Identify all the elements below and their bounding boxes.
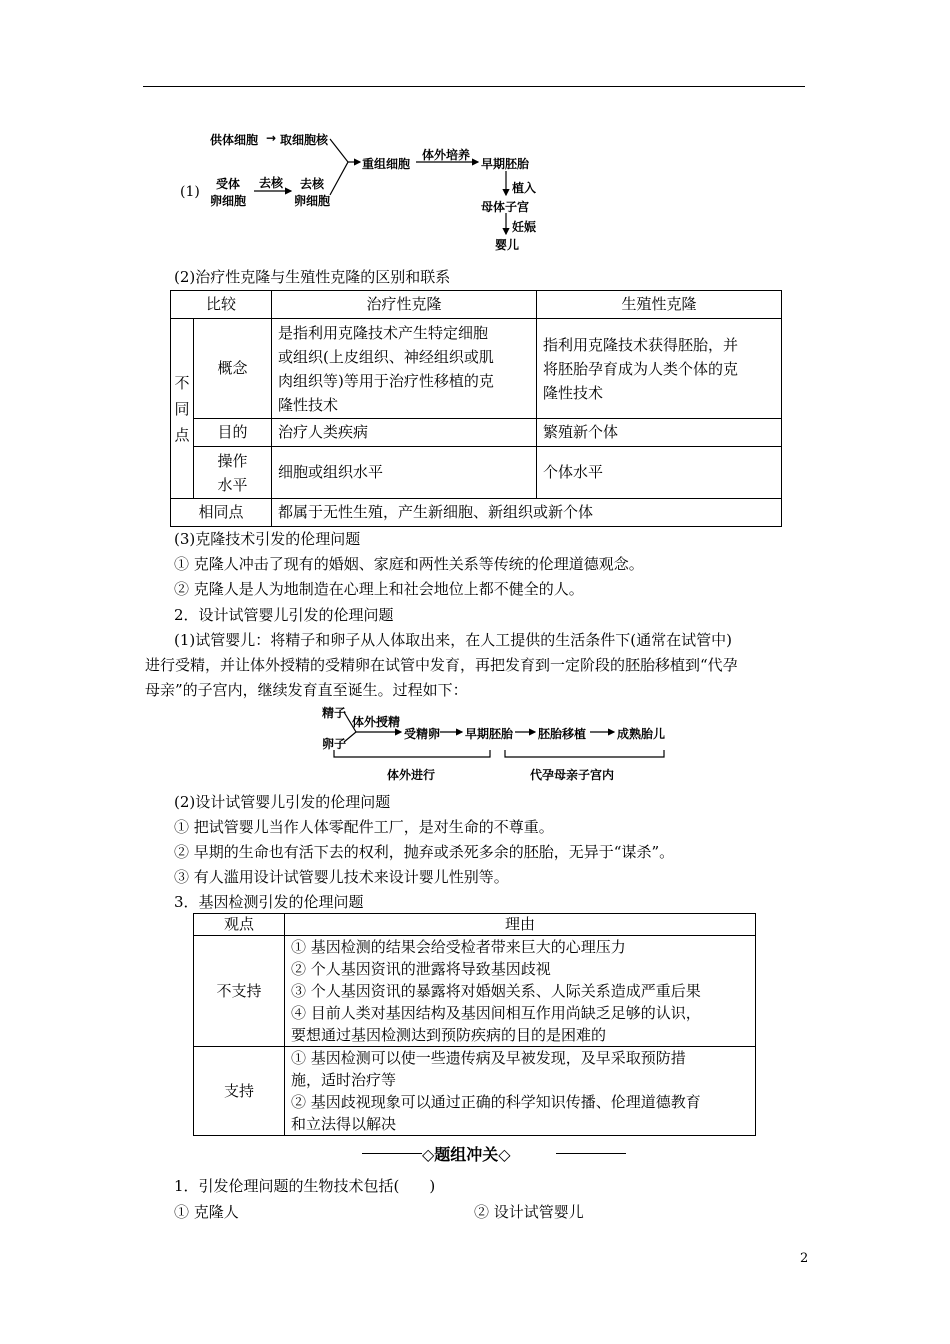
take-nucleus-label: 取细胞核 bbox=[280, 133, 329, 147]
sec3-item-1: ① 克隆人冲击了现有的婚姻、家庭和两性关系等传统的伦理道德观念。 bbox=[174, 555, 644, 573]
early-embryo-label: 早期胚胎 bbox=[465, 727, 514, 741]
level-reproductive: 个体水平 bbox=[537, 447, 782, 499]
reason-line: ② 个人基因资讯的泄露将导致基因歧视 bbox=[291, 960, 551, 978]
surrogate-label: 代孕母亲子宫内 bbox=[530, 768, 615, 782]
reason-line: ③ 个人基因资讯的暴露将对婚姻关系、人际关系造成严重后果 bbox=[291, 982, 701, 1000]
reconstructed-cell-label: 重组细胞 bbox=[362, 157, 411, 171]
donor-cell-label: 供体细胞 bbox=[210, 133, 259, 147]
purpose-therapeutic: 治疗人类疾病 bbox=[272, 419, 537, 447]
implant-label: 植入 bbox=[512, 181, 537, 195]
sperm-label: 精子 bbox=[322, 706, 347, 720]
reason-line: 要想通过基因检测达到预防疾病的目的是困难的 bbox=[291, 1026, 607, 1044]
arrow: → bbox=[266, 131, 277, 145]
diff-char-2: 同 bbox=[174, 399, 190, 418]
diagram-number: (1) bbox=[180, 184, 200, 200]
section-banner: ◇题组冲关◇ bbox=[422, 1145, 511, 1164]
diff-char-3: 点 bbox=[174, 425, 190, 444]
in-vitro-culture-label: 体外培养 bbox=[422, 148, 471, 162]
para-1-line-1: (1)试管婴儿：将精子和卵子从人体取出来，在人工提供的生活条件下(通常在试管中) bbox=[174, 631, 732, 649]
egg-label: 卵子 bbox=[322, 737, 347, 751]
against-label: 不支持 bbox=[194, 936, 285, 1047]
banner-rule-right bbox=[556, 1153, 626, 1154]
page-number: 2 bbox=[800, 1251, 809, 1266]
banner-rule-left bbox=[362, 1153, 422, 1154]
para-1-line-3: 母亲”的子宫内，继续发育直至诞生。过程如下： bbox=[145, 681, 468, 699]
mature-fetus-label: 成熟胎儿 bbox=[617, 727, 666, 741]
para-1-line-2: 进行受精，并让体外授精的受精卵在试管中发育，再把发育到一定阶段的胚胎移植到“代孕 bbox=[145, 656, 738, 674]
para-2-item-3: ③ 有人滥用设计试管婴儿技术来设计婴儿性别等。 bbox=[174, 868, 509, 886]
concept-r-line: 隆性技术 bbox=[543, 383, 604, 402]
reason-line: ④ 目前人类对基因结构及基因间相互作用尚缺乏足够的认识， bbox=[291, 1004, 701, 1022]
heading-2: 2．设计试管婴儿引发的伦理问题 bbox=[174, 606, 394, 624]
pregnancy-label: 妊娠 bbox=[512, 220, 537, 234]
purpose-reproductive: 繁殖新个体 bbox=[537, 419, 782, 447]
header-therapeutic: 治疗性克隆 bbox=[272, 291, 537, 319]
enucleated-label-2: 卵细胞 bbox=[294, 194, 331, 208]
header-compare: 比较 bbox=[171, 291, 272, 319]
option-b: ② 设计试管婴儿 bbox=[474, 1203, 584, 1221]
purpose-label: 目的 bbox=[194, 419, 272, 447]
in-vitro-label: 体外进行 bbox=[387, 768, 436, 782]
concept-t-line: 是指利用克隆技术产生特定细胞 bbox=[278, 323, 489, 342]
section-title-comparison: (2)治疗性克隆与生殖性克隆的区别和联系 bbox=[174, 268, 451, 286]
same-label: 相同点 bbox=[171, 499, 272, 527]
recipient-label-1: 受体 bbox=[216, 177, 241, 191]
reason-line: 和立法得以解决 bbox=[291, 1115, 397, 1133]
baby-label: 婴儿 bbox=[495, 238, 520, 252]
zygote-label: 受精卵 bbox=[404, 727, 441, 741]
sec3-title: (3)克隆技术引发的伦理问题 bbox=[174, 530, 361, 548]
mother-uterus-label: 母体子宫 bbox=[481, 200, 530, 214]
early-embryo-label: 早期胚胎 bbox=[481, 157, 530, 171]
sec3-item-2: ② 克隆人是人为地制造在心理上和社会地位上都不健全的人。 bbox=[174, 580, 584, 598]
level-label-line: 水平 bbox=[217, 475, 248, 494]
concept-label: 概念 bbox=[194, 319, 272, 419]
level-label-line: 操作 bbox=[217, 451, 248, 470]
option-a: ① 克隆人 bbox=[174, 1203, 239, 1221]
support-label: 支持 bbox=[194, 1047, 285, 1136]
enucleated-label-1: 去核 bbox=[300, 177, 325, 191]
transfer-label: 胚胎移植 bbox=[538, 727, 587, 741]
same-text: 都属于无性生殖，产生新细胞、新组织或新个体 bbox=[272, 499, 782, 527]
para-2-title: (2)设计试管婴儿引发的伦理问题 bbox=[174, 793, 391, 811]
fertilization-label: 体外授精 bbox=[352, 715, 401, 729]
diff-char-1: 不 bbox=[174, 373, 190, 392]
against-reasons bbox=[285, 936, 756, 1047]
reason-line: 施，适时治疗等 bbox=[291, 1071, 397, 1089]
level-therapeutic: 细胞或组织水平 bbox=[272, 447, 537, 499]
concept-t-line: 隆性技术 bbox=[278, 395, 339, 414]
support-reasons bbox=[285, 1047, 756, 1136]
concept-t-line: 或组织(上皮组织、神经组织或肌 bbox=[278, 347, 494, 366]
para-2-item-1: ① 把试管婴儿当作人体零配件工厂，是对生命的不尊重。 bbox=[174, 818, 554, 836]
question-1: 1．引发伦理问题的生物技术包括( ) bbox=[174, 1177, 436, 1195]
reason-line: ① 基因检测的结果会给受检者带来巨大的心理压力 bbox=[291, 938, 626, 956]
header-view: 观点 bbox=[194, 914, 285, 936]
reason-line: ① 基因检测可以使一些遗传病及早被发现，及早采取预防措 bbox=[291, 1049, 686, 1067]
heading-3: 3．基因检测引发的伦理问题 bbox=[174, 893, 364, 911]
reason-line: ② 基因歧视现象可以通过正确的科学知识传播、伦理道德教育 bbox=[291, 1093, 701, 1111]
concept-t-line: 肉组织等)等用于治疗性移植的克 bbox=[278, 371, 494, 390]
concept-r-line: 将胚胎孕育成为人类个体的克 bbox=[543, 359, 739, 378]
recipient-label-2: 卵细胞 bbox=[210, 194, 247, 208]
para-2-item-2: ② 早期的生命也有活下去的权利，抛弃或杀死多余的胚胎，无异于“谋杀”。 bbox=[174, 843, 675, 861]
concept-r-line: 指利用克隆技术获得胚胎，并 bbox=[543, 335, 739, 354]
header-reproductive: 生殖性克隆 bbox=[537, 291, 782, 319]
gene-testing-table bbox=[193, 913, 756, 1136]
enucleate-label: 去核 bbox=[259, 176, 284, 190]
header-reason: 理由 bbox=[285, 914, 756, 936]
